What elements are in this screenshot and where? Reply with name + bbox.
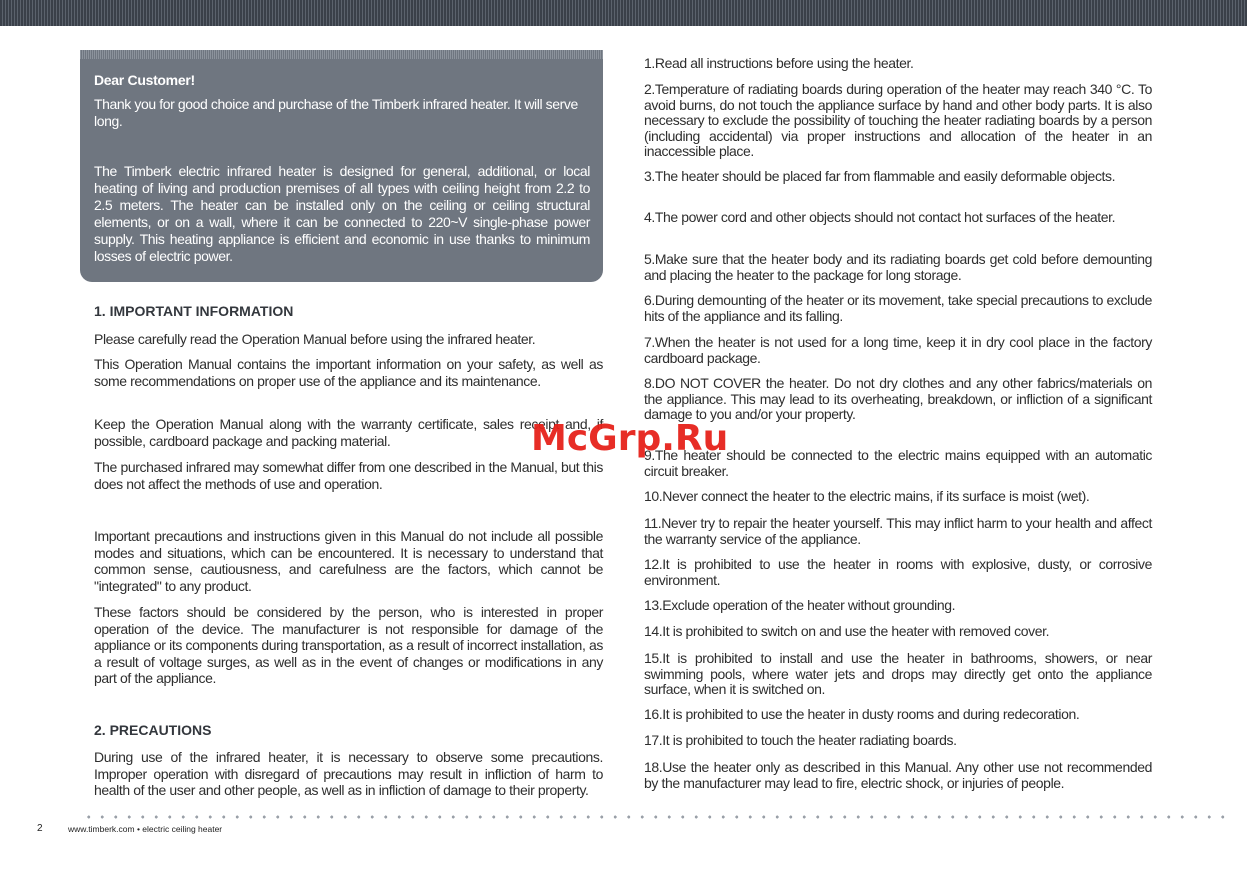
section-1-paragraph: Keep the Operation Manual along with the warranty certificate, sales receipt and, if possible, cardboard package and packing material. [94, 416, 603, 449]
section-1-paragraph: Please carefully read the Operation Manual before using the infrared heater. [94, 331, 536, 347]
section-1-heading: 1. IMPORTANT INFORMATION [94, 303, 294, 319]
footer-website-text: www.timberk.com • electric ceiling heater [68, 824, 223, 834]
section-2-intro: During use of the infrared heater, it is necessary to observe some precautions. Improper operation with disregard of precautions may result in infliction of harm to health of the user and other people, as well as in infliction of damage to their property. [94, 749, 603, 798]
instruction-item: 10.Never connect the heater to the electric mains, if its surface is moist (wet). [644, 488, 1090, 504]
thank-you-text: Thank you for good choice and purchase of the Timberk infrared heater. It will serve long. [94, 96, 578, 129]
product-description: The Timberk electric infrared heater is designed for general, additional, or local heating of living and production premises of all types with ceiling height from 2.2 to 2.5 meters. The heater can be installed only on the ceiling or ceiling structural elements, or on a wall, where it can be connected to 220~V single-phase power supply. This heating appliance is efficient and economic in use thanks to minimum losses of electric power. [94, 163, 590, 264]
instruction-item: 17.It is prohibited to touch the heater radiating boards. [644, 732, 957, 748]
instruction-item: 9.The heater should be connected to the electric mains equipped with an automatic circuit breaker. [644, 447, 1152, 479]
customer-notice-box [80, 50, 603, 282]
section-2-heading: 2. PRECAUTIONS [94, 722, 212, 738]
watermark-logo: McGrp.Ru [531, 418, 729, 459]
section-1-paragraph: This Operation Manual contains the important information on your safety, as well as some recommendations on proper use of the appliance and its maintenance. [94, 356, 603, 389]
instruction-item: 5.Make sure that the heater body and its radiating boards get cold before demounting and placing the heater to the package for long storage. [644, 251, 1152, 283]
section-1-paragraph: These factors should be considered by the person, who is interested in proper operation of the device. The manufacturer is not responsible for damage of the appliance or its components during transportation, as a result of incorrect installation, as a result of voltage surges, as well as in the event of changes or modifications in any part of the appliance. [94, 604, 603, 686]
instruction-item: 16.It is prohibited to use the heater in dusty rooms and during redecoration. [644, 706, 1080, 722]
section-1-paragraph: Important precautions and instructions given in this Manual do not include all possible modes and situations, which can be encountered. It is necessary to understand that common sense, cautiousness, and carefulness are the factors, which cannot be "integrated" to any product. [94, 528, 603, 594]
instruction-item: 8.DO NOT COVER the heater. Do not dry clothes and any other fabrics/materials on the appliance. This may lead to its overheating, breakdown, or infliction of a significant damage to you and/or your property. [644, 375, 1152, 422]
greeting-heading: Dear Customer! [94, 72, 195, 88]
instruction-item: 7.When the heater is not used for a long time, keep it in dry cool place in the factory cardboard package. [644, 334, 1152, 366]
top-decorative-bar [0, 0, 1247, 26]
instruction-item: 2.Temperature of radiating boards during operation of the heater may reach 340 °C. To avoid burns, do not touch the appliance surface by hand and other body parts. It is also necessary to exclude the possibility of touching the heater radiating boards by a person (including accidental) via proper instructions and allocation of the heater in an inaccessible place. [644, 81, 1152, 159]
footer-dotted-divider [82, 815, 1227, 819]
notice-stripe [80, 50, 603, 59]
section-1-paragraph: The purchased infrared may somewhat differ from one described in the Manual, but this does not affect the methods of use and operation. [94, 459, 603, 492]
page-number: 2 [37, 823, 43, 834]
instruction-item: 18.Use the heater only as described in this Manual. Any other use not recommended by the manufacturer may lead to fire, electric shock, or injuries of people. [644, 759, 1152, 791]
instruction-item: 3.The heater should be placed far from flammable and easily deformable objects. [644, 168, 1116, 184]
instruction-item: 1.Read all instructions before using the heater. [644, 55, 914, 71]
instruction-item: 12.It is prohibited to use the heater in rooms with explosive, dusty, or corrosive environment. [644, 556, 1152, 588]
instruction-item: 14.It is prohibited to switch on and use the heater with removed cover. [644, 623, 1050, 639]
instruction-item: 6.During demounting of the heater or its movement, take special precautions to exclude hits of the appliance and its falling. [644, 292, 1152, 324]
instruction-item: 15.It is prohibited to install and use the heater in bathrooms, showers, or near swimming pools, where water jets and drops may directly get onto the appliance surface, when it is switched on. [644, 650, 1152, 697]
instruction-item: 11.Never try to repair the heater yourself. This may inflict harm to your health and affect the warranty service of the appliance. [644, 515, 1152, 547]
instruction-item: 4.The power cord and other objects should not contact hot surfaces of the heater. [644, 209, 1116, 225]
instruction-item: 13.Exclude operation of the heater without grounding. [644, 597, 956, 613]
